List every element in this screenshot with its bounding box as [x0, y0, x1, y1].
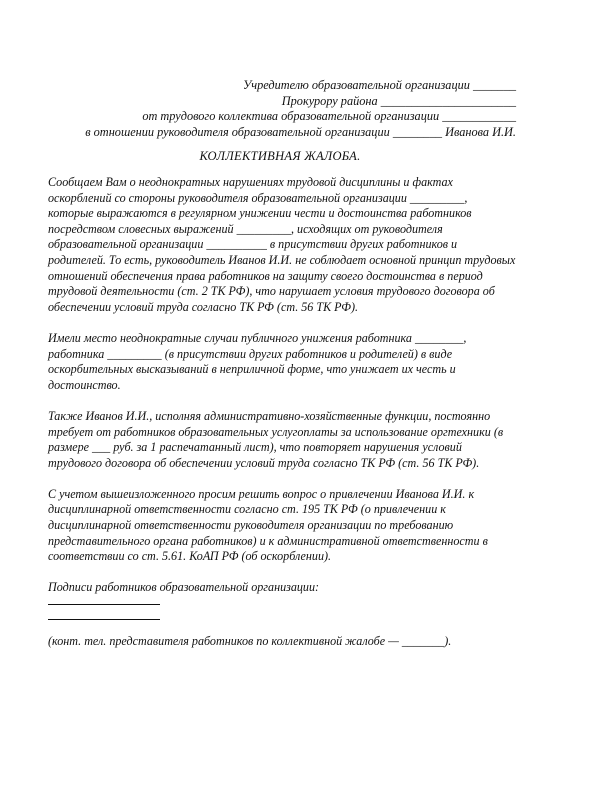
text-line: С учетом вышеизложенного просим решить вопрос о привлечении Иванова И.И. к [48, 486, 475, 501]
text-line: посредством словесных выражений _________, исходящих от руководителя [48, 221, 443, 236]
text-line: отношений обеспечения права работников на защиту своего достоинства в период [48, 268, 483, 283]
text-line: родителей. То есть, руководитель Иванов И.И. не соблюдает основной принцип трудовых [48, 252, 516, 267]
text-line: обеспечении условий труда согласно ТК РФ (ст. 56 ТК РФ). [48, 299, 358, 314]
signature-line [48, 619, 160, 620]
text-line: Имели место неоднократные случаи публичного унижения работника ________, [48, 330, 467, 345]
paragraph-violations [48, 175, 523, 315]
addressee-line: от трудового коллектива образовательной организации ____________ [142, 109, 516, 123]
text-line: образовательной организации __________ в присутствии других работников и [48, 237, 458, 252]
text-line: требует от работников образовательных услугоплаты за использование оргтехники (в [48, 424, 504, 439]
addressee-line: Учредителю образовательной организации _______ [242, 78, 516, 92]
text-line: которые выражаются в регулярном унижении чести и достоинства работников [48, 206, 472, 221]
addressee-line: в отношении руководителя образовательной организации ________ Иванова И.И. [85, 124, 516, 139]
text-line: размере ___ руб. за 1 распечатанный лист), что повторяет нарушения условий [48, 440, 462, 455]
text-line: Сообщаем Вам о неоднократных нарушениях трудовой дисциплины и фактах [48, 175, 453, 189]
paragraph-request [48, 487, 523, 565]
text-line: оскорблений со стороны руководителя образовательной организации _________, [48, 190, 468, 205]
text-line: соответствии со ст. 5.61. КоАП РФ (об оскорблении). [48, 549, 332, 564]
document-title: КОЛЛЕКТИВНАЯ ЖАЛОБА. [199, 149, 361, 163]
text-line: трудовой деятельности (ст. 2 ТК РФ), что нарушает условия трудового договора об [48, 284, 495, 299]
signatures-label: Подписи работников образовательной организации: [48, 580, 320, 595]
paragraph-fees [48, 409, 523, 471]
document-body [48, 175, 523, 650]
signature-line [48, 604, 160, 605]
text-line: оскорбительных высказываний в неприличной форме, что унижает их честь и [48, 362, 456, 377]
text-line: достоинство. [48, 377, 121, 392]
paragraph-public-humiliation [48, 331, 523, 393]
text-line: дисциплинарной ответственности согласно ст. 195 ТК РФ (о привлечении к [48, 502, 446, 517]
text-line: дисциплинарной ответственности руководителя организации по требованию [48, 518, 454, 533]
contact-note: (конт. тел. представителя работников по коллективной жалобе — _______). [48, 634, 452, 649]
addressee-block [85, 78, 516, 140]
text-line: представительного органа работников) и к административной ответственности в [48, 533, 488, 548]
text-line: трудового договора об обеспечении условий труда согласно ТК РФ (ст. 56 ТК РФ). [48, 455, 480, 470]
addressee-line: Прокурору района ______________________ [281, 93, 516, 108]
text-line: работника _________ (в присутствии других работников и родителей) в виде [48, 346, 453, 361]
text-line: Также Иванов И.И., исполняя административно-хозяйственные функции, постоянно [48, 408, 491, 423]
